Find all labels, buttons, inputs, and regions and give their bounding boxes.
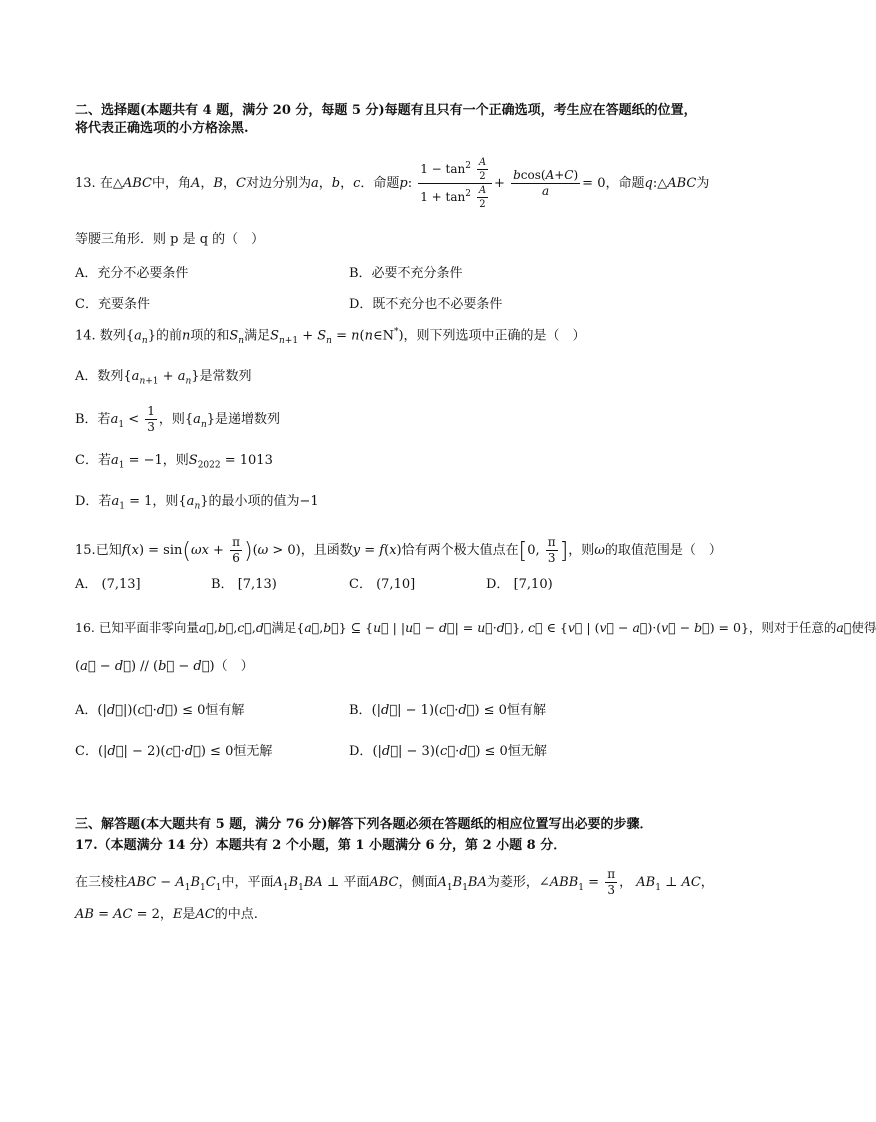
q16-text-d: 使得 bbox=[851, 620, 876, 635]
q15-option-d-value: [7,10) bbox=[513, 577, 553, 592]
q15-option-b-label: B． bbox=[211, 577, 234, 592]
section3-heading-text: 三、解答题(本大题共有 5 题，满分 76 分)解答下列各题必须在答题纸的相应位置写出必要的步骤． bbox=[75, 817, 653, 832]
q13-text-d: ．命题 bbox=[360, 176, 400, 191]
q17-heading bbox=[75, 839, 724, 852]
q17-text-c: 平面 bbox=[343, 875, 370, 891]
q14-option-a-text-a: A．数列 bbox=[75, 369, 124, 384]
q16-option-a-label: A． bbox=[75, 703, 98, 718]
q14-text-e: ，则下列选项中正确的是（ ） bbox=[403, 328, 586, 344]
q17-line2: AB = AC = 2，E是AC的中点. bbox=[75, 907, 258, 922]
q17-line2-text-c: 是 bbox=[182, 907, 196, 922]
q15-number: 15. bbox=[75, 543, 96, 559]
q16-option-c-label: C． bbox=[75, 744, 98, 759]
section2-heading-line2 bbox=[75, 122, 724, 135]
q13-text-b: 中，角 bbox=[151, 176, 191, 191]
q15-option-c[interactable] bbox=[349, 578, 415, 591]
q13-option-b[interactable] bbox=[349, 262, 463, 281]
q14-text-d: 满足 bbox=[244, 328, 271, 344]
q15-option-a-value: (7,13] bbox=[101, 577, 141, 592]
q17-heading-text: 17.（本题满分 14 分）本题共有 2 个小题，第 1 小题满分 6 分，第 2 小题 8 分． bbox=[75, 838, 567, 853]
q16-option-d-tail: 恒无解 bbox=[507, 744, 547, 759]
q13-fraction-1: $1 - \tan^2$ $\frac{A}{2}$ $1 + \tan^2$ $\frac{A}{2}$ bbox=[418, 157, 492, 210]
q14-option-a[interactable]: A．数列$\{a_{n+1} + a_n\}$是常数列 bbox=[75, 369, 252, 387]
q17-text-e: 为菱形， bbox=[486, 875, 539, 891]
q13-option-c-text: C．充要条件 bbox=[75, 297, 150, 312]
q16-text-a: 已知平面非零向量 bbox=[98, 620, 199, 635]
q14-option-c-text-b: ，则 bbox=[162, 453, 189, 468]
q17-text-g: ， bbox=[700, 875, 714, 891]
question-14: 14. 数列$\{a_n\}$的前n项的和$S_n$满足$S_{n+1} + S_n$ = n(n∈N*)，则下列选项中正确的是（ ） bbox=[75, 327, 586, 346]
q13-fraction-2: $\frac{bcos(A+C)}{a}$ bbox=[513, 167, 579, 198]
q15-fraction-pi-3: $\frac{\pi}{3}$ bbox=[547, 535, 556, 566]
q16-number: 16. bbox=[75, 620, 95, 635]
q14-option-c-text-a: C．若 bbox=[75, 453, 111, 468]
q13-option-b-text: B．必要不充分条件 bbox=[349, 266, 463, 281]
q14-option-c[interactable]: C．若$a_1 = -1$，则$S_{2022} = 1013$ bbox=[75, 453, 273, 471]
q14-text-b: 的前 bbox=[155, 328, 182, 344]
q15-option-b-value: [7,13) bbox=[237, 577, 277, 592]
q13-text-e: ，命题 bbox=[605, 176, 645, 191]
q16-line2: (a⃗ − d⃗) // (b⃗ − d⃗)（ ） bbox=[75, 659, 254, 674]
q14-option-d-text-a: D．若 bbox=[75, 494, 112, 509]
q14-text-c: 项的和 bbox=[190, 328, 230, 344]
q13-option-a[interactable] bbox=[75, 262, 188, 281]
question-13: 13. 在△ABC中，角A，B，C对边分别为a，b，c．命题p: $1 - \tan^2$ $\frac{A}{2}$ $1 + \tan^2$ $\frac{A}{2}$ + $\frac{bcos(A+C)}{a}$ = 0，命题q:△ABC为 bbox=[75, 157, 710, 210]
section3-heading bbox=[75, 818, 724, 831]
q16-option-d[interactable]: D．(|d⃗| − 3)(c⃗·d⃗) ≤ 0恒无解 bbox=[349, 744, 547, 759]
q14-option-b-text-c: 是递增数列 bbox=[215, 412, 281, 428]
q16-text-c: ，则对于任意的 bbox=[748, 620, 837, 635]
q14-option-d-text-c: 的最小项的值为 bbox=[208, 494, 300, 509]
q14-option-d-text-d: −1 bbox=[299, 494, 319, 509]
q14-option-b-text-a: B．若 bbox=[75, 412, 111, 428]
q13-line2 bbox=[75, 233, 724, 246]
q16-option-a[interactable]: A．(|d⃗|)(c⃗·d⃗) ≤ 0恒有解 bbox=[75, 703, 245, 718]
section2-heading-text-2: 将代表正确选项的小方格涂黑. bbox=[75, 121, 249, 136]
q15-option-d-label: D． bbox=[486, 577, 510, 592]
q16-option-c[interactable]: C．(|d⃗| − 2)(c⃗·d⃗) ≤ 0恒无解 bbox=[75, 744, 273, 759]
q13-option-c[interactable] bbox=[75, 293, 150, 312]
q13-text-f: 为 bbox=[696, 176, 710, 191]
q16-option-d-label: D． bbox=[349, 744, 373, 759]
q13-text-a: 在 bbox=[99, 176, 113, 191]
q15-option-d[interactable] bbox=[486, 578, 553, 591]
q16-line2-end: （ ） bbox=[214, 659, 254, 674]
q14-option-a-text-b: 是常数列 bbox=[199, 369, 252, 384]
q15-text-d: ，则 bbox=[568, 543, 595, 559]
q14-option-d[interactable]: D．若$a_1 = 1$，则$\{a_n\}$的最小项的值为−1 bbox=[75, 494, 319, 512]
q14-option-b-text-b: ，则 bbox=[158, 412, 185, 428]
q13-option-d[interactable] bbox=[349, 293, 502, 312]
section2-heading bbox=[75, 104, 724, 117]
q15-option-c-label: C． bbox=[349, 577, 372, 592]
q15-text-a: 已知 bbox=[95, 543, 122, 559]
q13-option-a-text: A．充分不必要条件 bbox=[75, 266, 189, 281]
q17-line1: 在三棱柱ABC − $A_1B_1C_1$中，平面$A_1B_1BA$ ⊥ 平面ABC，侧面$A_1B_1BA$为菱形，$\angle ABB_1$ = $\frac{\pi}{3}$ ， $AB_1$ ⊥ AC， bbox=[75, 867, 714, 898]
q13-option-d-text: D．既不充分也不必要条件 bbox=[349, 297, 503, 312]
q16-option-b-label: B． bbox=[349, 703, 372, 718]
q15-text-b: ，且函数 bbox=[300, 543, 353, 559]
question-16: 16. 已知平面非零向量a⃗,b⃗,c⃗,d⃗满足{a⃗,b⃗} ⊆ {u⃗ | |u⃗ − d⃗| = u⃗·d⃗}, c⃗ ∈ {v⃗ | (v⃗ − a⃗)·(v⃗ − b⃗) = 0}，则对于任意的a⃗使得 bbox=[75, 620, 876, 635]
question-15: 15.已知f(x) = sin(ωx + $\frac{\pi}{6}$ )(ω > 0)，且函数y = f(x)恰有两个极大值点在[0, $\frac{\pi}{3}$ ]，则ω的取值范围是（ ） bbox=[75, 535, 722, 566]
q15-text-c: 恰有两个极大值点在 bbox=[401, 543, 519, 559]
q14-number: 14. bbox=[75, 328, 96, 344]
q14-text-a: 数列 bbox=[99, 328, 126, 344]
q17-fraction-pi-3: $\frac{\pi}{3}$ bbox=[607, 867, 616, 898]
q14-fraction-one-third: $\frac{1}{3}$ bbox=[147, 404, 155, 435]
q16-option-b[interactable]: B．(|d⃗| − 1)(c⃗·d⃗) ≤ 0恒有解 bbox=[349, 703, 546, 718]
q13-line2-text: 等腰三角形．则 p 是 q 的（ ） bbox=[75, 232, 265, 247]
q13-text-c: 对边分别为 bbox=[245, 176, 311, 191]
q15-text-e: 的取值范围是（ ） bbox=[604, 543, 722, 559]
q14-option-b[interactable]: B．若$a_1$ < $\frac{1}{3}$ ，则$\{a_n\}$是递增数列 bbox=[75, 404, 281, 435]
q15-option-c-value: (7,10] bbox=[376, 577, 416, 592]
q16-option-a-tail: 恒有解 bbox=[205, 703, 245, 718]
q16-option-c-tail: 恒无解 bbox=[233, 744, 273, 759]
q14-option-d-text-b: ，则 bbox=[152, 494, 179, 509]
q15-option-b[interactable] bbox=[211, 578, 277, 591]
q17-text-d: ，侧面 bbox=[398, 875, 438, 891]
q16-option-b-tail: 恒有解 bbox=[506, 703, 546, 718]
section2-heading-text: 二、选择题(本题共有 4 题，满分 20 分，每题 5 分)每题有且只有一个正确选项，考生应在答题纸的位置， bbox=[75, 103, 697, 118]
q17-text-a: 在三棱柱 bbox=[75, 875, 128, 891]
q16-text-b: 满足 bbox=[271, 620, 297, 635]
q17-line2-text-b: ， bbox=[159, 907, 173, 922]
q13-number: 13. bbox=[75, 176, 96, 191]
q15-fraction-pi-6: $\frac{\pi}{6}$ bbox=[232, 535, 240, 566]
q17-text-f: ， bbox=[619, 875, 633, 891]
q17-line2-text-d: 的中点. bbox=[214, 907, 258, 922]
q15-option-a-label: A． bbox=[75, 577, 98, 592]
q15-option-a[interactable] bbox=[75, 578, 141, 591]
q17-text-b: 中，平面 bbox=[221, 875, 274, 891]
